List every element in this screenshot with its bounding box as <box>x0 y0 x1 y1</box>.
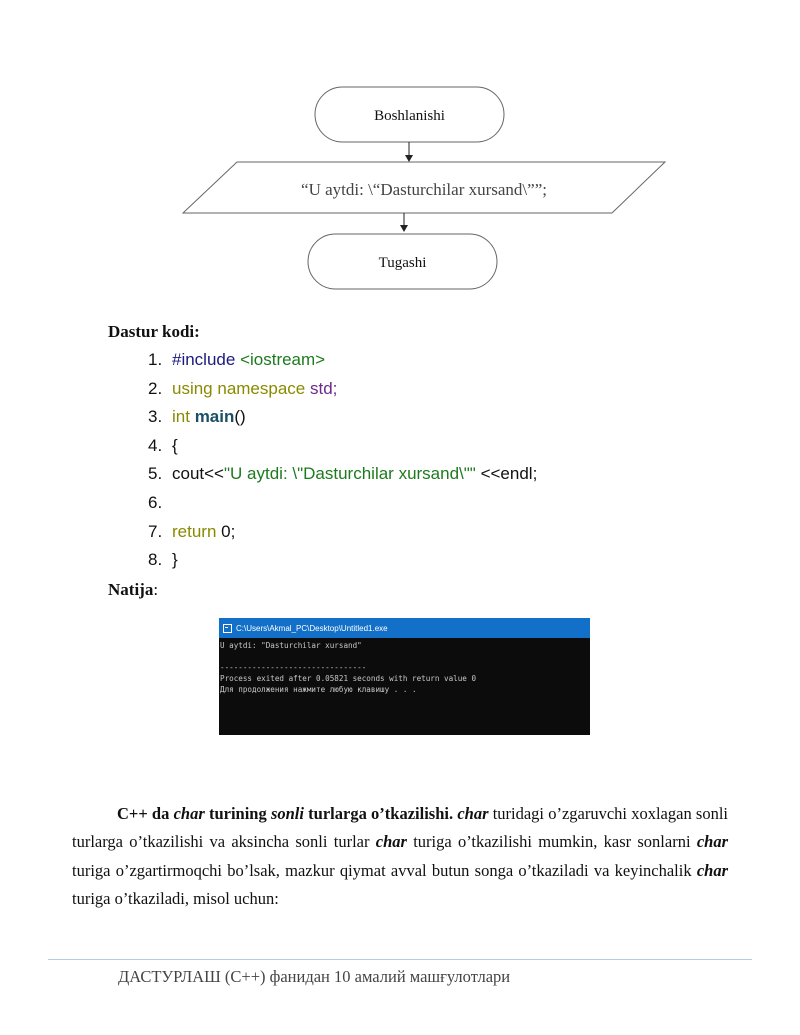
console-titlebar <box>219 618 590 638</box>
code-line <box>148 346 537 375</box>
code-token: cout<< <box>172 464 224 484</box>
code-line <box>148 518 537 547</box>
code-token: "U aytdi: \"Dasturchilar xursand\"" <box>224 464 476 484</box>
console-app-icon <box>223 624 232 633</box>
paragraph-segment: char <box>375 832 407 852</box>
code-line <box>148 460 537 489</box>
console-window <box>219 618 590 735</box>
code-token: <iostream> <box>240 350 326 369</box>
code-token: int <box>172 407 195 427</box>
paragraph-segment: turiga o’tkaziladi, misol uchun: <box>72 888 279 908</box>
code-line <box>148 375 537 404</box>
code-line-number: 7. <box>148 521 163 541</box>
result-heading <box>108 580 158 600</box>
paragraph-segment: C++ da <box>117 804 174 823</box>
code-token: 0 <box>221 521 231 541</box>
paragraph-segment: turiga o’tkazilishi mumkin, kasr sonlarni <box>406 832 697 852</box>
code-line-number: 1. <box>148 350 163 369</box>
code-line <box>148 546 537 575</box>
console-output <box>219 638 590 695</box>
paragraph-segment: char <box>696 860 728 880</box>
paragraph-segment: turlarga o’tkazilishi. <box>303 804 454 823</box>
console-line: Для продолжения нажмите любую клавишу . . . <box>220 685 417 694</box>
code-token: () <box>234 407 246 427</box>
result-heading-colon: : <box>153 580 159 599</box>
console-line: Process exited after 0.05821 seconds with return value 0 <box>220 674 477 683</box>
paragraph-segment: char <box>173 804 205 823</box>
flowchart-arrowhead-2 <box>400 225 408 232</box>
console-title: C:\Users\Akmal_PC\Desktop\Untitled1.exe <box>236 623 388 633</box>
code-line <box>148 489 537 518</box>
code-listing <box>148 346 537 575</box>
paragraph-segment: turining <box>204 804 271 823</box>
code-token: { <box>172 435 178 455</box>
console-line: -------------------------------- <box>220 663 367 672</box>
code-token: <<endl; <box>475 464 538 484</box>
paragraph-segment: char <box>696 832 729 852</box>
paragraph-segment: turidagi o’zgaruvchi xoxlagan sonli turlarga o’tkazilishi va aksincha sonli turlar <box>72 804 729 852</box>
flowchart-io-label: “U aytdi: \“Dasturchilar xursand\””; <box>301 180 547 199</box>
code-line-number: 8. <box>148 550 163 570</box>
code-token: } <box>172 550 178 570</box>
code-line-number: 3. <box>148 407 163 427</box>
code-line-number: 5. <box>148 464 163 484</box>
paragraph-segment: turiga o’zgartirmoqchi bo’lsak, mazkur qiymat avval butun songa o’tkaziladi va keyinchalik <box>72 860 697 880</box>
code-line <box>148 432 537 461</box>
code-token: main <box>194 407 235 427</box>
flowchart-start-label: Boshlanishi <box>374 108 445 124</box>
console-line: U aytdi: "Dasturchilar xursand" <box>220 641 362 650</box>
code-token: using namespace <box>172 378 310 398</box>
code-token: return <box>172 521 222 541</box>
code-token: ; <box>230 521 236 541</box>
page-footer: ДАСТУРЛАШ (С++) фанидан 10 амалий машғулотлари <box>118 967 511 986</box>
flowchart-end-label: Tugashi <box>378 255 427 271</box>
paragraph-segment: sonli <box>270 804 304 823</box>
code-line <box>148 403 537 432</box>
code-token: std; <box>309 378 338 398</box>
code-heading: Dastur kodi: <box>108 322 200 341</box>
result-heading-text: Natija <box>108 580 154 599</box>
paragraph-segment: char <box>457 804 489 823</box>
code-token: #include <box>172 350 241 369</box>
code-line-number: 2. <box>148 378 163 398</box>
flowchart <box>0 0 800 300</box>
body-paragraph <box>72 800 728 913</box>
flowchart-arrowhead-1 <box>405 155 413 162</box>
footer-divider <box>48 959 752 960</box>
code-line-number: 6. <box>148 492 163 512</box>
console-line <box>220 651 590 662</box>
code-line-number: 4. <box>148 435 163 455</box>
